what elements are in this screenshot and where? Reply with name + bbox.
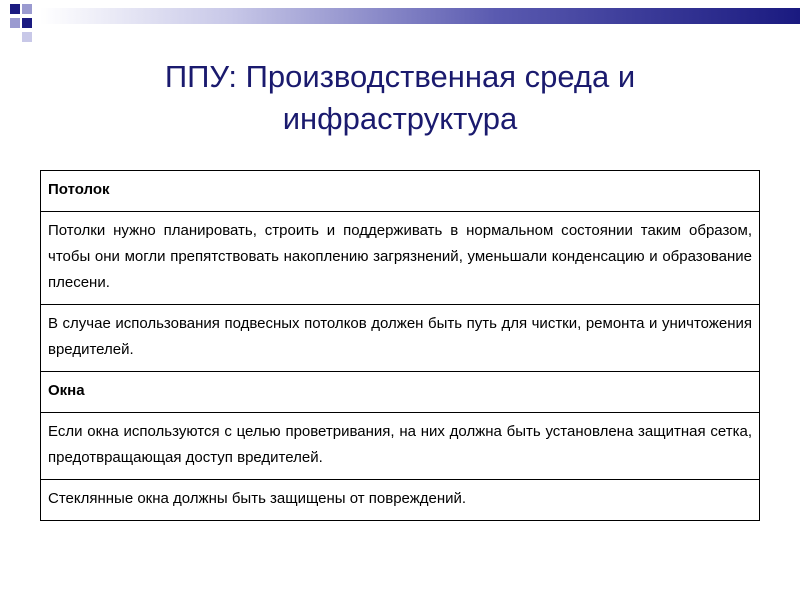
slide-title (0, 56, 800, 140)
table-row (41, 413, 760, 480)
table-row (41, 212, 760, 305)
table-cell: Окна (41, 372, 760, 413)
banner-square-4 (22, 18, 32, 28)
header-banner (0, 0, 800, 50)
banner-gradient (40, 8, 800, 24)
slide-title-line-2: инфраструктура (282, 101, 518, 136)
table-cell: В случае использования подвесных потолков должен быть путь для чистки, ремонта и уничтожения вредителей. (41, 305, 760, 372)
table-cell: Стеклянные окна должны быть защищены от повреждений. (41, 480, 760, 521)
table-row (41, 171, 760, 212)
content-table (40, 170, 760, 521)
banner-square-5 (22, 32, 32, 42)
table-cell: Потолок (41, 171, 760, 212)
table-row (41, 305, 760, 372)
banner-square-1 (10, 4, 20, 14)
table-row (41, 480, 760, 521)
table-row (41, 372, 760, 413)
table-cell: Если окна используются с целью проветривания, на них должна быть установлена защитная сетка, предотвращающая доступ вредителей. (41, 413, 760, 480)
table-cell: Потолки нужно планировать, строить и поддерживать в нормальном состоянии таким образом, чтобы они могли препятствовать накоплению загрязнений, уменьшали конденсацию и образование плесени. (41, 212, 760, 305)
banner-square-3 (10, 18, 20, 28)
banner-square-2 (22, 4, 32, 14)
slide-title-line-1: ППУ: Производственная среда и (164, 59, 636, 94)
